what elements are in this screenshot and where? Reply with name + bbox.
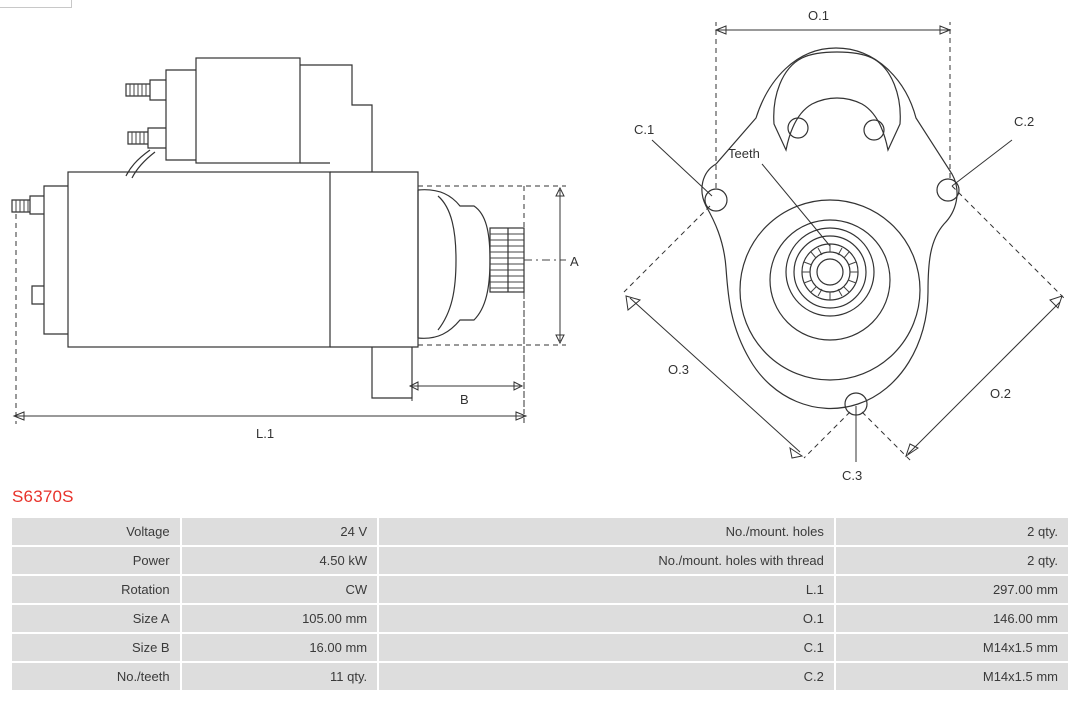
spec-value: 16.00 mm	[182, 634, 378, 661]
spec-value-2: 2 qty.	[836, 547, 1068, 574]
dimension-o2	[862, 186, 1066, 462]
table-row	[12, 634, 1068, 661]
starter-side-view	[12, 58, 579, 441]
spec-value: 11 qty.	[182, 663, 378, 690]
label-c1: C.1	[634, 122, 655, 137]
table-row	[12, 605, 1068, 632]
dimension-a	[556, 188, 579, 343]
spec-label-2: C.2	[379, 663, 834, 690]
spec-label-2: O.1	[379, 605, 834, 632]
spec-value: CW	[182, 576, 378, 603]
label-l1: L.1	[256, 426, 275, 441]
spec-value-2: 297.00 mm	[836, 576, 1068, 603]
spec-label: Voltage	[12, 518, 180, 545]
leader-c1	[634, 122, 712, 196]
spec-value-2: M14x1.5 mm	[836, 663, 1068, 690]
label-o2: O.2	[990, 386, 1011, 401]
spec-value-2: 146.00 mm	[836, 605, 1068, 632]
label-o1: O.1	[808, 8, 829, 23]
label-b: B	[460, 392, 469, 407]
label-c2: C.2	[1014, 114, 1035, 129]
spec-label: Power	[12, 547, 180, 574]
spec-label-2: C.1	[379, 634, 834, 661]
spec-label-2: No./mount. holes with thread	[379, 547, 834, 574]
spec-value-2: 2 qty.	[836, 518, 1068, 545]
dimension-l1	[14, 214, 526, 441]
spec-value: 4.50 kW	[182, 547, 378, 574]
label-a: A	[570, 254, 579, 269]
part-code: S6370S	[12, 487, 74, 506]
spec-label: Size B	[12, 634, 180, 661]
dimension-b	[410, 360, 522, 407]
leader-c2	[952, 114, 1034, 186]
table-row	[12, 547, 1068, 574]
spec-label-2: No./mount. holes	[379, 518, 834, 545]
label-teeth: Teeth	[728, 146, 760, 161]
spec-value: 105.00 mm	[182, 605, 378, 632]
specifications-table	[10, 516, 1070, 692]
spec-label: No./teeth	[12, 663, 180, 690]
starter-front-view	[624, 8, 1066, 480]
label-c3: C.3	[842, 468, 863, 480]
table-row	[12, 663, 1068, 690]
table-row	[12, 518, 1068, 545]
spec-label-2: L.1	[379, 576, 834, 603]
spec-value-2: M14x1.5 mm	[836, 634, 1068, 661]
label-o3: O.3	[668, 362, 689, 377]
leader-c3	[842, 406, 862, 480]
spec-label: Rotation	[12, 576, 180, 603]
spec-value: 24 V	[182, 518, 378, 545]
table-row	[12, 576, 1068, 603]
spec-label: Size A	[12, 605, 180, 632]
